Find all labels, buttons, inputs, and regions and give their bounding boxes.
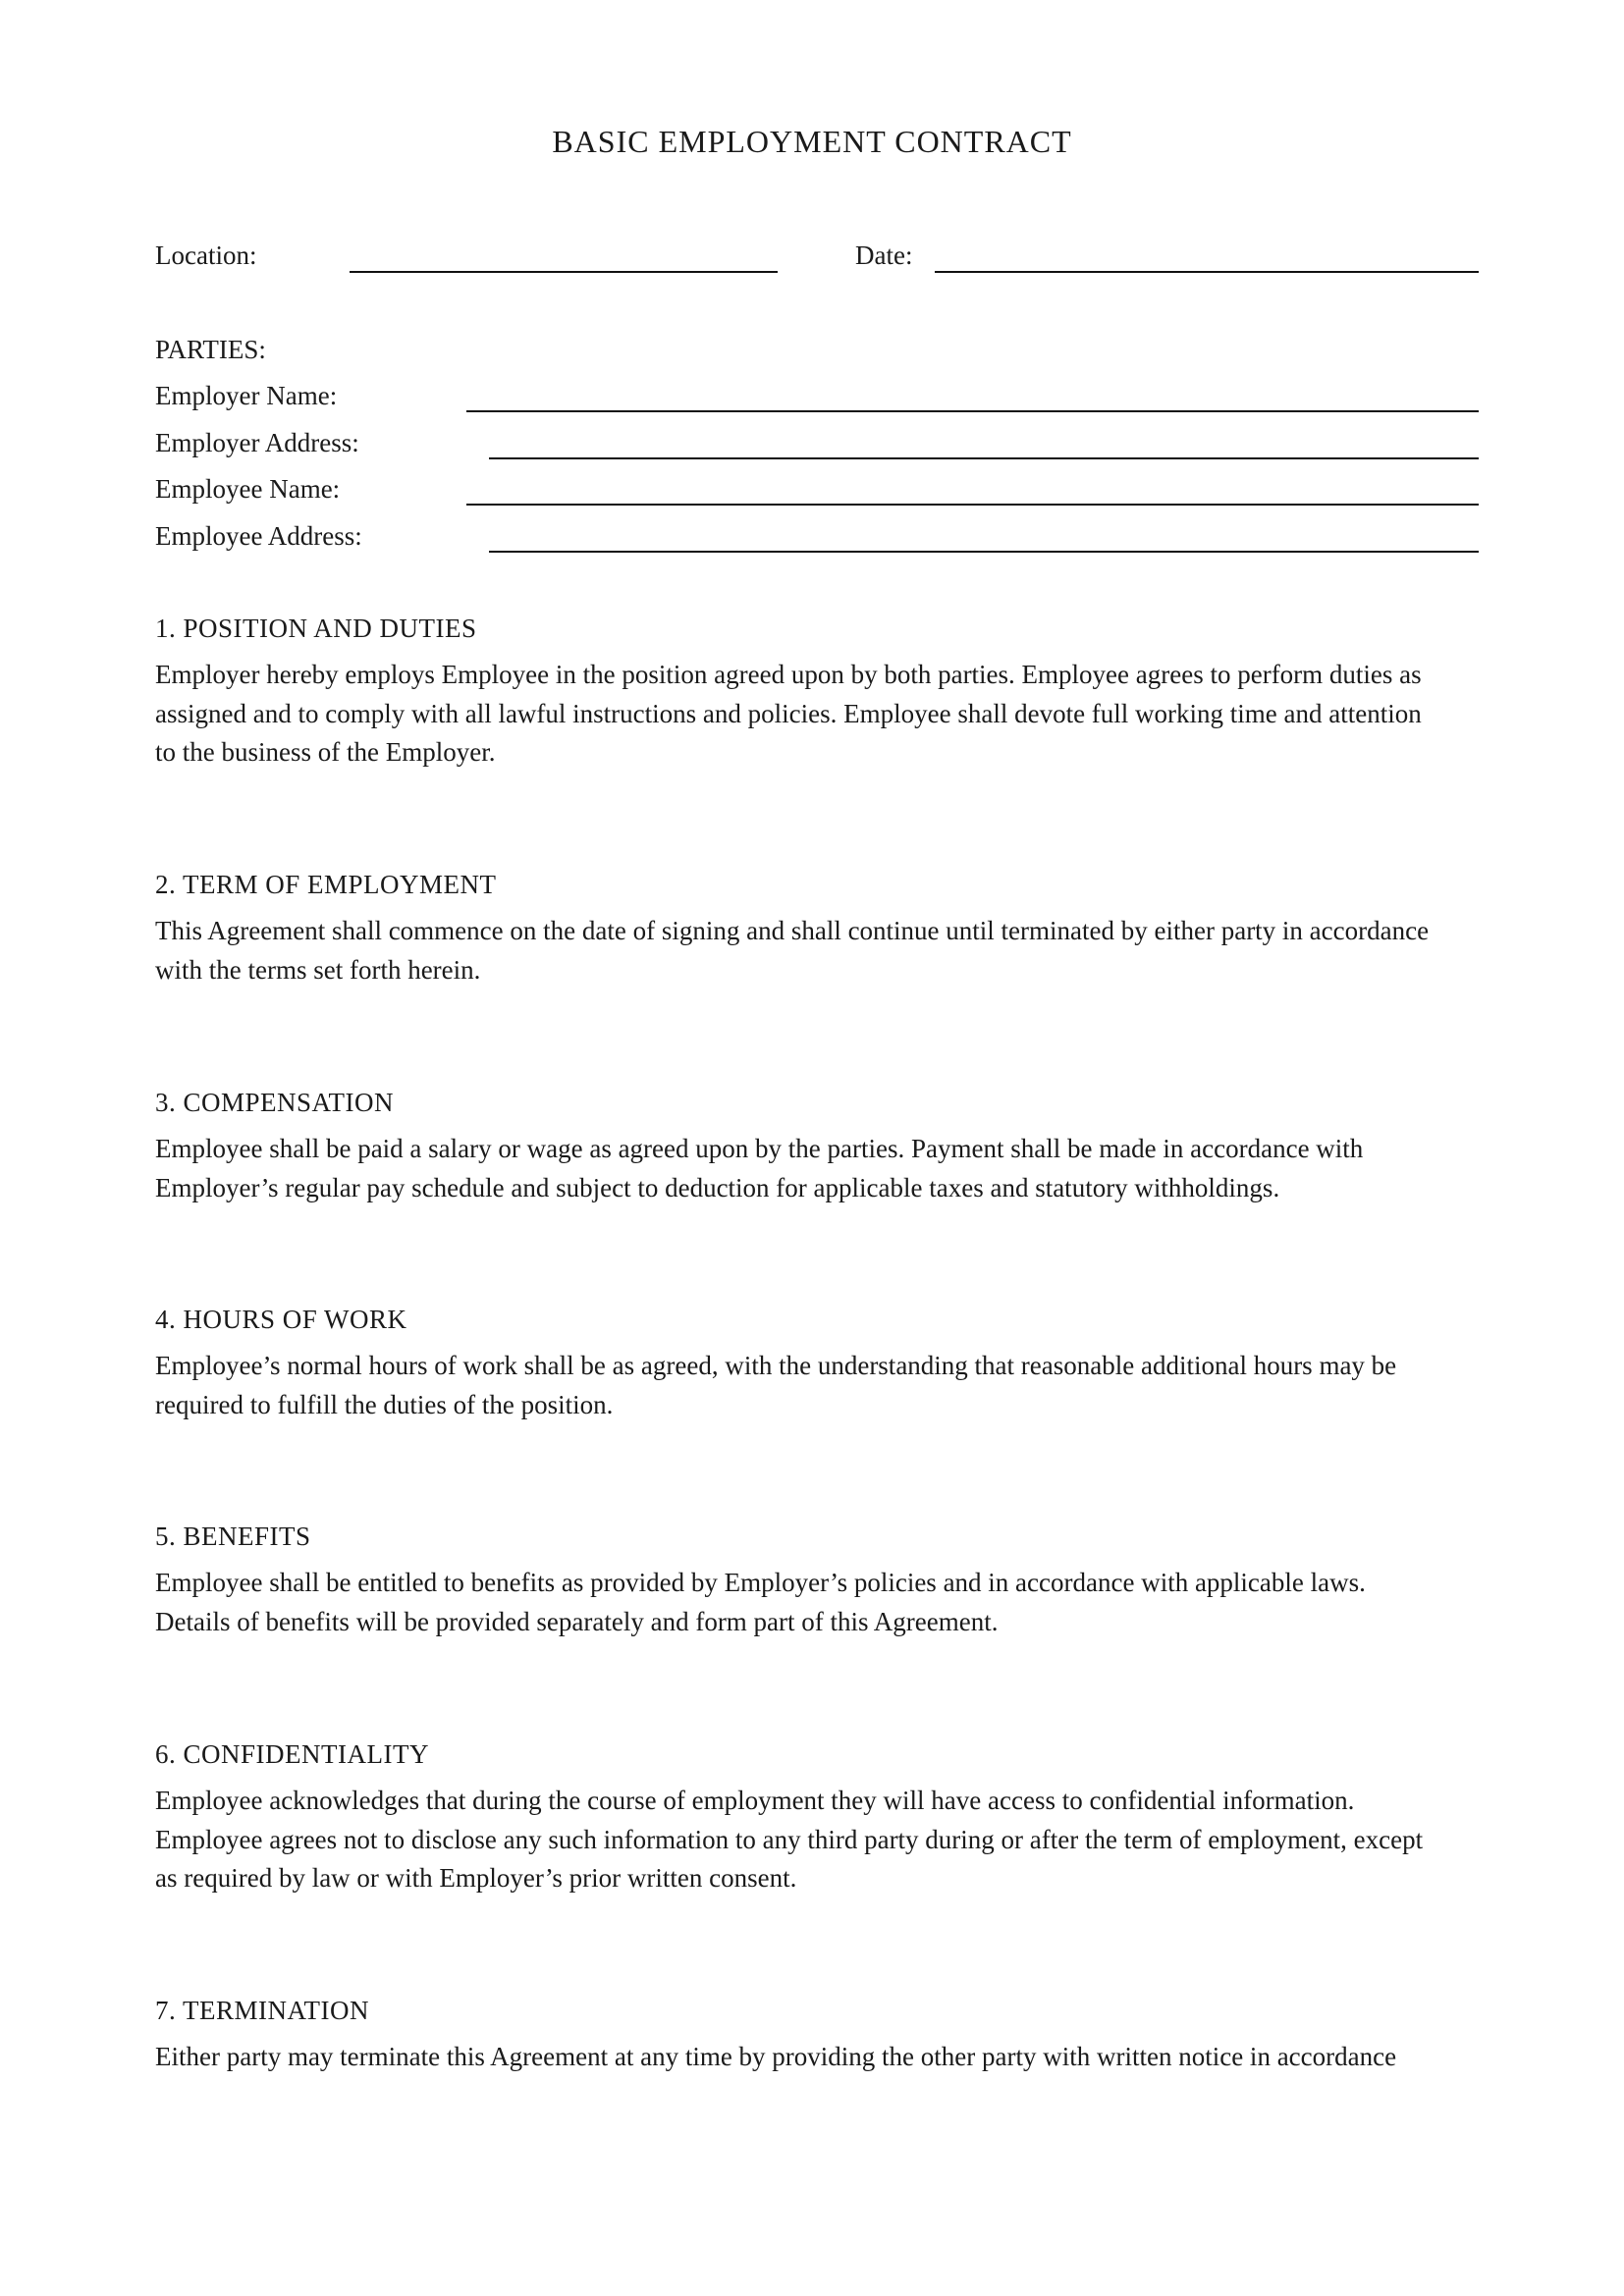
location-label: Location: [155,240,257,270]
employer-name-label: Employer Name: [155,381,338,410]
section-line: Employee shall be entitled to benefits as provided by Employer’s policies and in accordance with applicable laws. [155,1568,1366,1597]
section-heading-position-duties: 1. POSITION AND DUTIES [155,614,477,643]
section-line: with the terms set forth herein. [155,954,481,985]
section-line: assigned and to comply with all lawful instructions and policies. Employee shall devote full working time and attention [155,698,1422,728]
section-line: Employee acknowledges that during the course of employment they will have access to confidential information. [155,1786,1355,1815]
employee-name-label: Employee Name: [155,474,341,504]
section-body-compensation [155,1130,1490,1207]
employee-address-field-line[interactable] [489,551,1479,553]
document-title: BASIC EMPLOYMENT CONTRACT [552,124,1072,159]
employer-address-label: Employer Address: [155,428,359,457]
section-line: Employee’s normal hours of work shall be as agreed, with the understanding that reasonable additional hours may be [155,1351,1397,1380]
section-line: required to fulfill the duties of the position. [155,1389,614,1419]
section-line: Employee shall be paid a salary or wage as agreed upon by the parties. Payment shall be made in accordance with [155,1134,1364,1163]
section-body-term [155,912,1490,989]
section-heading-confidentiality: 6. CONFIDENTIALITY [155,1739,429,1769]
section-heading-term: 2. TERM OF EMPLOYMENT [155,870,497,899]
section-line: This Agreement shall commence on the date of signing and shall continue until terminated by either party in accordance [155,916,1430,945]
section-body-hours [155,1347,1490,1424]
employer-address-field-line[interactable] [489,457,1479,459]
employee-name-field-line[interactable] [466,504,1479,506]
parties-heading: PARTIES: [155,335,266,364]
section-heading-termination: 7. TERMINATION [155,1996,369,2025]
date-label: Date: [855,240,913,270]
section-line: Either party may terminate this Agreement at any time by providing the other party with written notice in accordance [155,2042,1397,2071]
date-field-line[interactable] [935,271,1479,273]
section-body-confidentiality [155,1782,1490,1898]
section-heading-benefits: 5. BENEFITS [155,1522,311,1551]
employer-name-field-line[interactable] [466,410,1479,412]
section-line: to the business of the Employer. [155,737,496,767]
section-line: Details of benefits will be provided separately and form part of this Agreement. [155,1606,999,1636]
section-body-benefits [155,1564,1490,1641]
section-body-position-duties [155,656,1490,773]
section-line: Employee agrees not to disclose any such information to any third party during or after the term of employment, except [155,1824,1424,1854]
section-line: Employer’s regular pay schedule and subject to deduction for applicable taxes and statutory withholdings. [155,1172,1280,1202]
section-heading-hours: 4. HOURS OF WORK [155,1305,407,1334]
location-field-line[interactable] [350,271,778,273]
section-body-termination [155,2038,1490,2077]
section-line: Employer hereby employs Employee in the position agreed upon by both parties. Employee agrees to perform duties as [155,660,1422,689]
section-line: as required by law or with Employer’s prior written consent. [155,1863,797,1893]
employee-address-label: Employee Address: [155,521,362,551]
section-heading-compensation: 3. COMPENSATION [155,1088,395,1117]
